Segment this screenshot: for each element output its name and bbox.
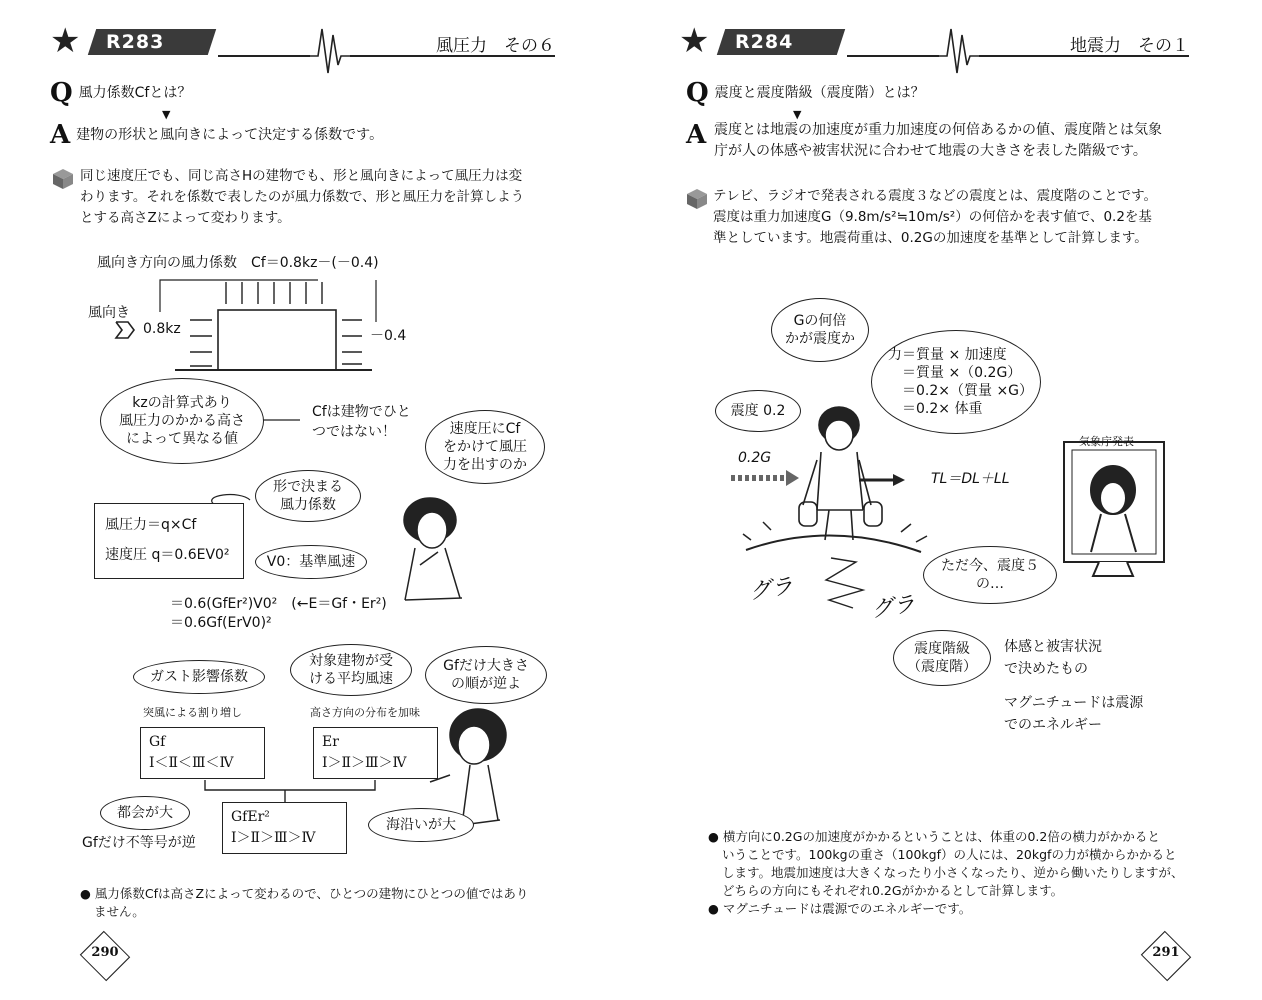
tv-speech-bubble: ただ今、震度５ の… <box>923 546 1057 604</box>
lesson-code: R283 <box>106 31 165 53</box>
base-wind-speed-bubble: V0：基準風速 <box>255 545 367 579</box>
not-one-note: Cfは建物でひと つではない！ <box>312 404 411 440</box>
star-icon: ★ <box>679 21 710 61</box>
kz-bubble: kzの計算式あり 風圧力のかかる高さ によって異なる値 <box>100 378 264 464</box>
star-icon: ★ <box>50 21 81 61</box>
page-header <box>679 21 1189 61</box>
page-number: 291 <box>1141 938 1191 972</box>
wind-coefficient-formula: 風向き方向の風力係数 Cf＝0.8kz－(－0.4) <box>97 255 379 271</box>
wind-direction-label: 風向き <box>88 305 130 321</box>
question: Q風力係数Cfとは？ <box>50 78 192 108</box>
question: Q震度と震度階級（震度階）とは？ <box>686 78 925 108</box>
height-note: 高さ方向の分布を加味 <box>310 706 420 719</box>
equation: ＝0.6Gf(ErV0)² <box>170 615 272 631</box>
magnitude-note: マグニチュードは震源 でのエネルギー <box>1004 695 1144 733</box>
seismic-wave-icon <box>939 25 979 75</box>
gust-factor-bubble: ガスト影響係数 <box>133 660 265 694</box>
gfer-box: GfEr² Ⅰ＞Ⅱ＞Ⅲ＞Ⅳ <box>222 802 347 854</box>
gf-reverse-note: Gfだけ不等号が逆 <box>82 835 196 851</box>
city-bubble: 都会が大 <box>100 796 190 830</box>
cube-icon <box>686 188 708 210</box>
coast-bubble: 海沿いが大 <box>368 808 474 842</box>
cube-icon <box>52 168 74 190</box>
equation: ＝0.6(GfEr²)V0² (←E＝Gf・Er²) <box>170 596 387 612</box>
right-page <box>631 0 1262 1000</box>
seismic-intensity-bubble: 震度 0.2 <box>715 390 801 432</box>
page-title: 風圧力 その６ <box>436 36 555 56</box>
shape-coefficient-bubble: 形で決まる 風力係数 <box>255 470 361 522</box>
average-wind-bubble: 対象建物が受 ける平均風速 <box>290 644 412 696</box>
footnote: ● 横方向に0.2Gの加速度がかかるということは、体重の0.2倍の横力がかかると いうことです。100kgの重さ（100kgf）の人には、20kgfの力が横からかかると します。地震加速度は大きくなったり小さくなったり、逆から働いたりしますが、 どちらの方向にもそれぞれ0.2Gがかかるとして計算します。 ● マグニチュードは震源でのエネルギーです。 <box>708 829 1184 916</box>
gf-box: Gf Ⅰ＜Ⅱ＜Ⅲ＜Ⅳ <box>140 727 265 779</box>
page-title: 地震力 その１ <box>1070 36 1189 56</box>
footnote: ● 風力係数Cfは高さZによって変わるので、ひとつの建物にひとつの値ではあり ません。 <box>80 886 529 919</box>
leeward-coefficient: －0.4 <box>370 328 407 344</box>
shaking-text: グラ <box>869 592 917 623</box>
wind-pressure-box: 風圧力＝q×Cf 速度圧 q＝0.6EV0² <box>94 503 244 579</box>
speech-bubble: Gの何倍 かが震度か <box>771 298 869 362</box>
explanation: 同じ速度圧でも、同じ高さHの建物でも、形と風向きによって風圧力は変 わります。それを係数で表したのが風力係数で、形と風圧力を計算しよう とする高さZによって変わります。 <box>80 168 525 226</box>
lesson-code: R284 <box>735 31 794 53</box>
windward-coefficient: 0.8kz <box>143 321 181 337</box>
answer: A建物の形状と風向きによって決定する係数です。 <box>50 120 384 150</box>
gust-note: 突風による割り増し <box>143 706 242 719</box>
shaking-text: グラ <box>747 574 795 605</box>
page-header <box>50 21 555 61</box>
page-number: 290 <box>80 938 130 972</box>
explanation: テレビ、ラジオで発表される震度３などの震度とは、震度階のことです。 震度は重力加速度G（9.8m/s²≒10m/s²）の何倍かを表す値で、0.2を基 準としています。地震荷重は、0.2Gの加速度を基準として計算します。 <box>713 188 1158 246</box>
arrow-down-icon: ▼ <box>793 108 802 121</box>
intensity-scale-bubble: 震度階級 （震度階） <box>893 630 991 686</box>
seismic-wave-icon <box>310 25 350 75</box>
acceleration-label: 0.2G <box>738 450 772 466</box>
speech-bubble: Gfだけ大きさ の順が逆よ <box>425 646 547 704</box>
answer: A 震度とは地震の加速度が重力加速度の何倍あるかの値、震度階とは気象 庁が人の体感や被害状況に合わせて地震の大きさを表した階級です。 <box>686 120 1162 159</box>
intensity-scale-note: 体感と被害状況 で決めたもの <box>1004 639 1102 677</box>
jma-label: 気象庁発表 <box>1079 435 1134 448</box>
force-formula-bubble: 力＝質量 × 加速度 ＝質量 ×（0.2G） ＝0.2×（質量 ×G） ＝0.2× 体重 <box>871 330 1041 434</box>
arrow-down-icon: ▼ <box>162 108 171 121</box>
speech-bubble: 速度圧にCf をかけて風圧 力を出すのか <box>425 410 545 484</box>
total-load-formula: TL＝DL＋LL <box>931 471 1010 487</box>
er-box: Er Ⅰ＞Ⅱ＞Ⅲ＞Ⅳ <box>313 727 438 779</box>
